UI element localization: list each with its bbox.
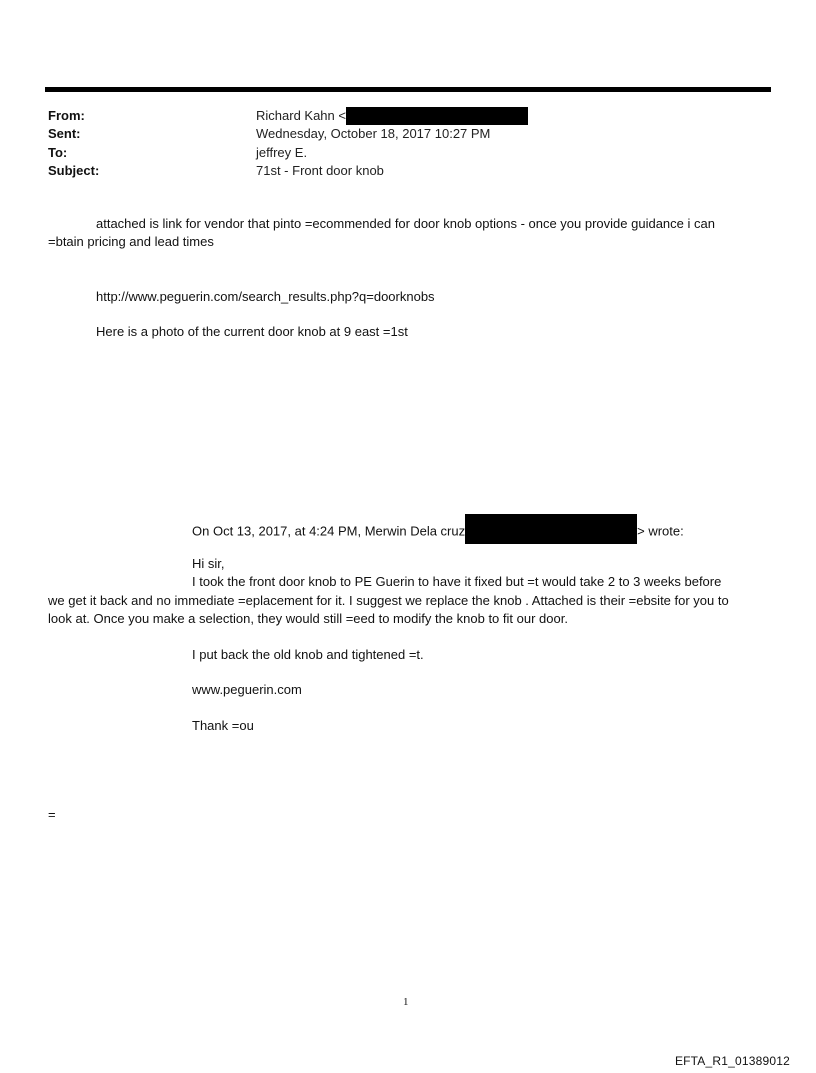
redaction-sender-email: [346, 107, 528, 125]
document-id: EFTA_R1_01389012: [674, 1054, 790, 1068]
quote-website-link[interactable]: www.peguerin.com: [192, 682, 302, 697]
redaction-merwin-email: [465, 514, 637, 544]
message-line-1: attached is link for vendor that pinto =ecommended for door knob options - once you provide guidance i can: [96, 216, 715, 231]
sender-name: Richard Kahn <: [256, 108, 346, 123]
quote-para-line-1: I took the front door knob to PE Guerin to have it fixed but =t would take 2 to 3 weeks before: [192, 574, 722, 589]
header-rule: [45, 87, 771, 92]
to-label: To:: [48, 145, 68, 160]
vendor-link[interactable]: http://www.peguerin.com/search_results.php?q=doorknobs: [96, 289, 435, 304]
subject-value: 71st - Front door knob: [256, 163, 384, 178]
quote-attribution-suffix: > wrote:: [637, 523, 684, 539]
quote-greeting: Hi sir,: [192, 556, 225, 571]
sent-value: Wednesday, October 18, 2017 10:27 PM: [256, 126, 491, 141]
quote-put-back: I put back the old knob and tightened =t.: [192, 647, 424, 662]
sent-label: Sent:: [48, 126, 81, 141]
quote-attribution-prefix: On Oct 13, 2017, at 4:24 PM, Merwin Dela cruz: [192, 523, 466, 539]
quote-para-line-2: we get it back and no immediate =eplacement for it. I suggest we replace the knob . Attached is their =ebsite for you to: [48, 593, 729, 608]
to-value: jeffrey E.: [256, 145, 308, 160]
trailing-equals: =: [48, 807, 56, 822]
quote-attribution: [192, 520, 684, 544]
photo-note: Here is a photo of the current door knob at 9 east =1st: [96, 324, 408, 339]
quote-para-line-3: look at. Once you make a selection, they would still =eed to modify the knob to fit our door.: [48, 611, 568, 626]
page-number: 1: [403, 996, 409, 1008]
subject-label: Subject:: [48, 163, 100, 178]
quote-thanks: Thank =ou: [192, 718, 254, 733]
from-value: [256, 107, 528, 125]
from-label: From:: [48, 108, 85, 123]
message-line-2: =btain pricing and lead times: [48, 234, 214, 249]
